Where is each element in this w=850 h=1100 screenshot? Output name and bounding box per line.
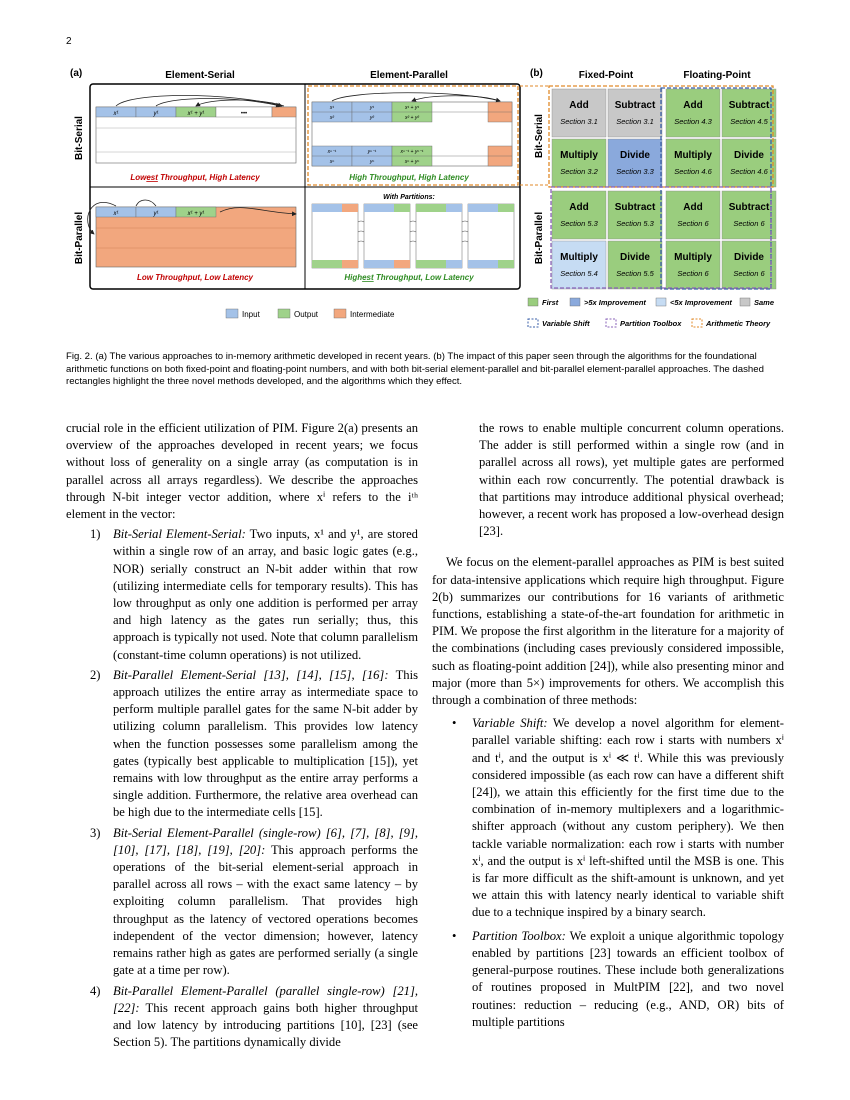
cell-ep-sum1: x¹ + y¹ [404,105,420,111]
op-cell-op: Subtract [728,100,770,111]
op-cell-section: Section 5.3 [560,219,598,228]
array-bit-parallel-element-parallel [312,204,514,268]
approach-item-lead: Bit-Parallel Element-Parallel (parallel single-row) [21], [22]: [113,983,418,1015]
op-cell-section: Section 6 [733,219,765,228]
op-cell-section: Section 6 [677,219,709,228]
b-row-header-bit-serial: Bit-Serial [534,114,545,158]
op-cell [722,241,776,289]
right-column [432,420,784,1031]
approach-item-number: 2) [90,667,101,682]
legend-minor: <5x Improvement [670,298,732,307]
cell-ep-sumn1: xⁿ⁻¹ + yⁿ⁻¹ [400,149,424,155]
legend-first-swatch [528,298,538,306]
op-cell [608,89,662,137]
approach-item-4 [66,983,418,1052]
op-cell-bg [722,241,776,289]
op-cell-bg [552,241,606,289]
page-number: 2 [66,36,72,47]
legend-intermediate-swatch [334,309,346,318]
op-cell-op: Add [569,100,589,111]
panel-a-label: (a) [70,68,83,79]
cell-ep-xn: xⁿ [329,159,335,165]
approach-item-text: This approach utilizes the entire array as intermediate space to perform multiple parallel gates for the same N-bit adder by utilizing column parallelism. This provides low latency when the function possesses some parallelism among the gates (typically best applicable to multiplication [15]), yet remains with low throughput as the entire array performs a single addition. Furthermore, the relative area overhead can be high due to the intermediate cells [15]. [113,667,418,820]
legend-variable-shift-swatch [528,319,538,327]
op-cell-bg [666,191,720,239]
right-paragraph: We focus on the element-parallel approaches as PIM is best suited for data-intensive applications which require high throughput. Figure 2(b) summarizes our contributions for 16 variants of arithmetic functions, establishing a state-of-the-art foundation for arithmetic in PIM. We propose the first algorithm in the literature for a majority of the combinations (including cases previously considered impossible, such as floating-point addition [24]), while also presenting minor and major (more than 5×) improvements for others. We accomplish this through a combination of three methods: [432,555,784,708]
op-cell [608,241,662,289]
array-bit-serial-element-serial [96,96,296,164]
col-header-element-parallel: Element-Parallel [370,70,448,81]
op-cell-bg [552,89,606,137]
op-cell-section: Section 3.1 [616,117,654,126]
approach-item-number: 3) [90,825,101,840]
op-cell-op: Add [683,202,703,213]
cell-ep-yn1: yⁿ⁻¹ [367,149,377,155]
panel-b-label: (b) [530,68,543,79]
left-column [66,420,418,1051]
op-cell-bg [666,139,720,187]
op-cell-bg [722,139,776,187]
legend-intermediate: Intermediate [350,310,395,319]
caption-parallel-parallel: Highest Throughput, Low Latency [344,273,474,282]
legend-first: First [542,298,559,307]
op-cell-section: Section 4.6 [730,167,768,176]
op-cell-section: Section 4.6 [674,167,712,176]
op-cell-op: Multiply [674,150,712,161]
approach-list [66,526,418,1051]
op-cell-op: Divide [733,252,765,263]
op-cell-op: Multiply [674,252,712,263]
legend-major-swatch [570,298,580,306]
b-col-header-fixed: Fixed-Point [578,70,634,81]
approach-item-text: This approach performs the operations of the bit-serial element-serial approach in parallel across all rows – with the exact same latency – by exploiting column parallelism. That provides high throughput as the latency of vectored operations becomes independent of the vector dimension; however, latency remains rather high as gates are performed serially (a single gate at a time per row). [113,842,418,978]
approach-item-text: This recent approach gains both higher throughput and low latency by introducing partitions [10], [23] (see Section 5). The partitions dynamically divide [113,1000,418,1050]
op-cell-bg [666,89,720,137]
op-cell [666,139,720,187]
approach-item-lead: Bit-Parallel Element-Serial [13], [14], [15], [16]: [113,667,389,682]
panel-b-grid [552,89,776,289]
approach-item-1 [66,526,418,664]
op-cell-bg [608,191,662,239]
approach-item-number: 1) [90,527,101,542]
op-cell-section: Section 4.3 [674,117,712,126]
method-item-partition-toolbox [432,928,784,1031]
op-cell-bg [722,191,776,239]
method-item-lead: Partition Toolbox: [472,928,566,943]
methods-list [432,715,784,1031]
op-cell-section: Section 4.5 [730,117,768,126]
with-partitions-label: With Partitions: [383,194,435,201]
op-cell-section: Section 6 [677,269,709,278]
legend-input: Input [242,310,260,319]
bullet: • [452,716,457,731]
op-cell-op: Subtract [614,100,656,111]
op-cell-bg [608,89,662,137]
op-cell [552,89,606,137]
op-cell-bg [722,89,776,137]
op-cell [608,139,662,187]
legend-minor-swatch [656,298,666,306]
op-cell-op: Divide [619,150,651,161]
op-cell [552,139,606,187]
op-cell [608,191,662,239]
op-cell [666,241,720,289]
method-item-lead: Variable Shift: [472,716,548,731]
op-cell-section: Section 6 [733,269,765,278]
legend-arithmetic-theory: Arithmetic Theory [706,319,771,328]
cell-x1: x¹ [113,111,119,117]
caption-serial-serial: Lowest Throughput, High Latency [130,173,260,182]
op-cell-op: Add [569,202,589,213]
cell-ps-y1: y¹ [153,211,159,217]
op-cell-bg [552,139,606,187]
legend-input-swatch [226,309,238,318]
row-header-bit-serial: Bit-Serial [74,116,85,160]
right-continuation: the rows to enable multiple concurrent column operations. The adder is still performed within a single row (and in parallel across all rows), yet multiple gates are performed within each row concurrently. The potential drawback is that partitions may introduce additional physical overhead; however, a recent work has proposed a low-overhead design [23]. [479,421,784,539]
figure-2 [60,62,790,342]
op-cell [552,241,606,289]
op-cell-section: Section 3.1 [560,117,598,126]
op-cell-section: Section 5.5 [616,269,654,278]
col-header-element-serial: Element-Serial [165,70,235,81]
op-cell-op: Subtract [728,202,770,213]
cell-ep-x2: x² [329,115,335,121]
legend-same: Same [754,298,775,307]
legend-same-swatch [740,298,750,306]
legend-output: Output [294,310,319,319]
legend-variable-shift: Variable Shift [542,319,590,328]
op-cell-op: Multiply [560,150,598,161]
left-intro-paragraph: crucial role in the efficient utilization of PIM. Figure 2(a) presents an overview of the approaches developed in recent years; we focus without loss of generality on a single array (as computation is in parallel across all arrays regardless). We describe the approaches through N-bit integer vector addition, where xⁱ refers to the iᵗʰ element in the vector: [66,421,418,522]
op-cell [552,191,606,239]
method-item-text: We develop a novel algorithm for element-parallel variable shifting: each row i starts with numbers xⁱ and tⁱ, and the output is xⁱ ≪ tⁱ. While this was previously considered impossible (as each row can have a different shift [24]), we attain this efficiently for the first time due to the combination of in-memory multiplexers and a logarithmic-shifter approach (without any custom periphery). We then tackle variable normalization: each row i starts with number xⁱ, and the output is xⁱ left-shifted until the MSB is one. This is far more difficult as the shift-amount is unknown, and yet we attain this with latency nearly identical to variable shift due to a technique inspired by a binary search. [472,716,785,920]
cell-ep-yn: yⁿ [369,159,375,165]
cell-ep-sumn: xⁿ + yⁿ [404,159,420,165]
b-col-header-floating: Floating-Point [683,70,751,81]
cell-dots: ••• [240,111,248,117]
legend-output-swatch [278,309,290,318]
cell-ep-y1: y¹ [369,105,375,111]
op-cell-op: Multiply [560,252,598,263]
approach-item-lead: Bit-Serial Element-Serial: [113,527,246,542]
figure-caption: Fig. 2. (a) The various approaches to in-memory arithmetic developed in recent years. (b) The impact of this paper seen through the algorithms for the foundational arithmetic functions on both fixed-point and floating-point numbers, and with both bit-serial element-parallel and bit-parallel element-parallel approaches. The dashed rectangles highlight the three novel methods developed, and the algorithms which they effect. [66,351,764,388]
method-item-variable-shift [432,715,784,921]
legend-partition-toolbox-swatch [606,319,616,327]
op-cell [666,191,720,239]
bullet: • [452,928,457,943]
op-cell-op: Subtract [614,202,656,213]
op-cell-bg [552,191,606,239]
approach-item-number: 4) [90,983,101,998]
approach-item-2 [66,667,418,822]
row-header-bit-parallel: Bit-Parallel [74,211,85,265]
op-cell-op: Add [683,100,703,111]
op-cell-section: Section 3.2 [560,167,598,176]
array-bit-serial-element-parallel [312,93,512,166]
legend-major: >5x Improvement [584,298,646,307]
op-cell-section: Section 5.3 [616,219,654,228]
cell-ps-x1: x¹ [113,211,119,217]
cell-y1: y¹ [153,111,159,117]
caption-parallel-serial: Low Throughput, Low Latency [137,273,253,282]
op-cell [666,89,720,137]
op-cell-op: Divide [619,252,651,263]
op-cell-bg [608,241,662,289]
cell-ep-x1: x¹ [329,105,335,111]
b-row-header-bit-parallel: Bit-Parallel [534,211,545,265]
op-cell-section: Section 3.3 [616,167,654,176]
legend-partition-toolbox: Partition Toolbox [620,319,682,328]
op-cell [722,139,776,187]
cell-ep-y2: y² [369,115,375,121]
approach-item-text: Two inputs, x¹ and y¹, are stored within a single row of an array, and basic logic gates (e.g., NOR) serially construct an N-bit adder within that row (utilizing intermediate cells for temporary results). This has low throughput as only one addition is performed per array and high latency as the gates run serially; thus, this approach is typically not used. Note that column parallelism (constant-time column operations) is not utilized. [113,527,418,662]
legend-arithmetic-theory-swatch [692,319,702,327]
op-cell [722,89,776,137]
op-cell-bg [608,139,662,187]
cell-ep-xn1: xⁿ⁻¹ [327,149,337,155]
cell-ep-sum2: x² + y² [404,115,420,121]
approach-item-3 [66,825,418,980]
cell-ps-sum1: x¹ + y¹ [187,211,205,217]
method-item-text: We exploit a unique algorithmic topology enabled by partitions [23] towards an efficient toolbox of general-purpose routines. These include both generalizations of routines proposed in MultPIM [22], and two novel routines: reduction – reducing (e.g., AND, OR) bits of multiple partitions [472,928,784,1029]
op-cell-op: Divide [733,150,765,161]
caption-serial-parallel: High Throughput, High Latency [349,173,469,182]
approach-item-lead: Bit-Serial Element-Parallel (single-row) [6], [7], [8], [9], [10], [17], [18], [19], [20]: [113,825,418,857]
op-cell-section: Section 5.4 [560,269,598,278]
op-cell-bg [666,241,720,289]
op-cell [722,191,776,239]
cell-sum1: x¹ + y¹ [187,111,205,117]
